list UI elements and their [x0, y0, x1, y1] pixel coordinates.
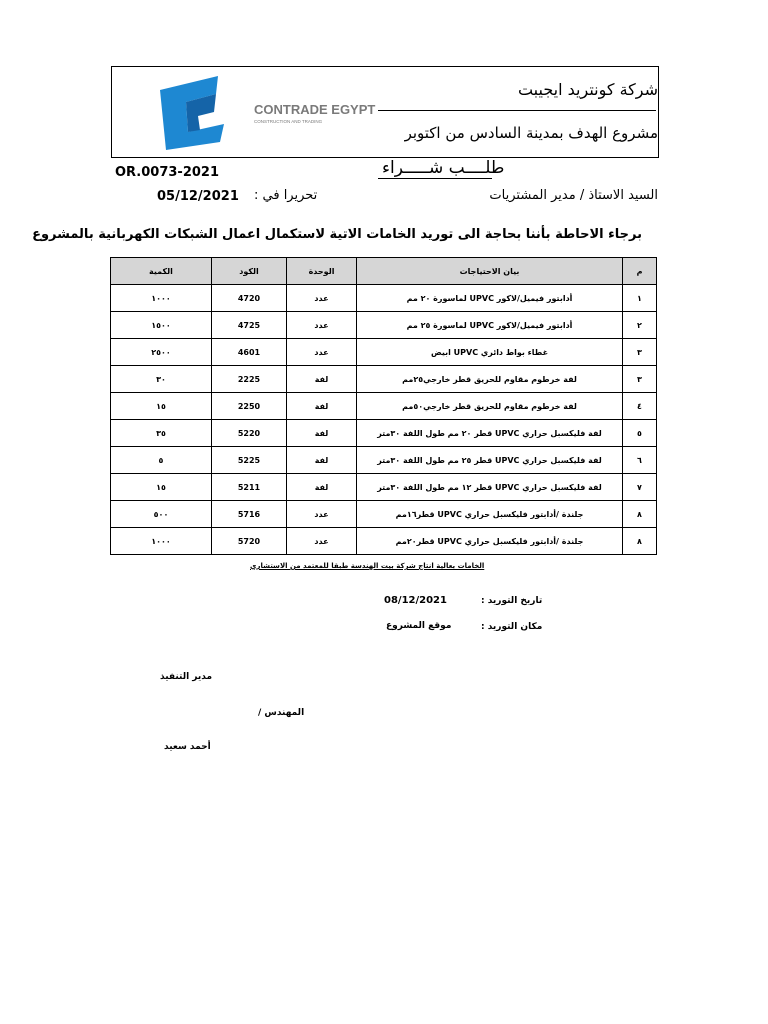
intro-text: برجاء الاحاطة بأننا بحاجة الى توريد الخامات الاتية لاستكمال اعمال الشبكات الكهربانية بالمشروع	[32, 227, 642, 242]
cell-code: 5211	[212, 474, 287, 501]
engineer-name: أحمد سعيد	[164, 742, 211, 752]
table-row	[111, 339, 657, 366]
cell-index: ٨	[623, 501, 657, 528]
cell-unit: عدد	[287, 339, 357, 366]
header-qty: الكمية	[111, 258, 212, 285]
cell-unit: لفة	[287, 420, 357, 447]
logo-text: CONTRADE EGYPT	[254, 102, 376, 117]
delivery-place-label: مكان التوريد :	[481, 622, 543, 632]
cell-desc: لفة خرطوم مقاوم للحريق قطر خارجي٥٠مم	[357, 393, 623, 420]
company-name: شركة كونتريد ايجيبت	[517, 80, 658, 99]
cell-qty: ١٥	[111, 474, 212, 501]
cell-desc: أدابتور فيميل/لاكور UPVC لماسورة ٢٥ مم	[357, 312, 623, 339]
table-row	[111, 285, 657, 312]
cell-code: 5720	[212, 528, 287, 555]
project-name: مشروع الهدف بمدينة السادس من اكتوبر	[404, 124, 658, 142]
engineer-label: المهندس /	[258, 708, 305, 718]
cell-code: 2250	[212, 393, 287, 420]
header-divider	[378, 110, 656, 111]
cell-qty: ٥	[111, 447, 212, 474]
dated-label: تحريرا في :	[254, 188, 318, 203]
cell-code: 4725	[212, 312, 287, 339]
cell-code: 5220	[212, 420, 287, 447]
cell-index: ٨	[623, 528, 657, 555]
cell-code: 5716	[212, 501, 287, 528]
table-row	[111, 474, 657, 501]
delivery-place-value: موقع المشروع	[386, 621, 452, 631]
cell-unit: لفة	[287, 474, 357, 501]
cell-unit: لفة	[287, 447, 357, 474]
items-table	[110, 257, 657, 555]
cell-code: 2225	[212, 366, 287, 393]
cell-unit: عدد	[287, 285, 357, 312]
dated-value: 05/12/2021	[157, 189, 239, 204]
cell-index: ٦	[623, 447, 657, 474]
table-row	[111, 393, 657, 420]
cell-qty: ١٥	[111, 393, 212, 420]
cell-qty: ٣٥	[111, 420, 212, 447]
cell-unit: لفة	[287, 393, 357, 420]
addressee: السيد الاستاذ / مدير المشتريات	[489, 188, 658, 203]
cell-desc: غطاء بواط دائري UPVC ابيض	[357, 339, 623, 366]
delivery-date-value: 08/12/2021	[384, 595, 447, 606]
cell-code: 5225	[212, 447, 287, 474]
cell-index: ٣	[623, 339, 657, 366]
cell-qty: ١٥٠٠	[111, 312, 212, 339]
cell-desc: أدابتور فيميل/لاكور UPVC لماسورة ٢٠ مم	[357, 285, 623, 312]
materials-note: الخامات بعالية انتاج شركة بيت الهندسة طبقا للمعتمد من الاستشاري	[250, 562, 485, 570]
exec-manager-label: مدير التنفيذ	[160, 672, 213, 682]
table-header-row	[111, 258, 657, 285]
cell-desc: لفة خرطوم مقاوم للحريق قطر خارجي٢٥مم	[357, 366, 623, 393]
contrade-logo	[158, 76, 376, 150]
cell-code: 4720	[212, 285, 287, 312]
cell-index: ٢	[623, 312, 657, 339]
table-row	[111, 312, 657, 339]
cell-desc: لفة فليكسبل حراري UPVC قطر ٢٠ مم طول اللفة ٣٠متر	[357, 420, 623, 447]
header-index: م	[623, 258, 657, 285]
header-desc: بيان الاحتياجات	[357, 258, 623, 285]
table-row	[111, 528, 657, 555]
cell-index: ١	[623, 285, 657, 312]
table-row	[111, 447, 657, 474]
delivery-date-label: تاريخ التوريد :	[481, 596, 543, 606]
cell-desc: جلندة /أدابتور فليكسبل حراري UPVC قطر١٦مم	[357, 501, 623, 528]
cell-unit: لفة	[287, 366, 357, 393]
table-row	[111, 420, 657, 447]
cell-index: ٣	[623, 366, 657, 393]
cell-code: 4601	[212, 339, 287, 366]
cell-desc: لفة فليكسبل حراري UPVC قطر ١٢ مم طول اللفة ٣٠متر	[357, 474, 623, 501]
logo-subtext: CONSTRUCTION AND TRADING	[254, 119, 323, 124]
cell-qty: ٣٠	[111, 366, 212, 393]
cell-qty: ١٠٠٠	[111, 285, 212, 312]
cell-unit: عدد	[287, 528, 357, 555]
order-number: OR.0073-2021	[115, 165, 219, 180]
cell-qty: ٢٥٠٠	[111, 339, 212, 366]
cell-index: ٤	[623, 393, 657, 420]
cell-index: ٥	[623, 420, 657, 447]
cell-qty: ١٠٠٠	[111, 528, 212, 555]
header-unit: الوحدة	[287, 258, 357, 285]
cell-desc: جلندة /أدابتور فليكسبل حراري UPVC قطر٢٠مم	[357, 528, 623, 555]
cell-desc: لفة فليكسبل حراري UPVC قطر ٢٥ مم طول اللفة ٣٠متر	[357, 447, 623, 474]
cell-index: ٧	[623, 474, 657, 501]
table-row	[111, 501, 657, 528]
order-title: طلــــب شـــــراء	[382, 158, 505, 178]
header-code: الكود	[212, 258, 287, 285]
cell-qty: ٥٠٠	[111, 501, 212, 528]
cell-unit: عدد	[287, 312, 357, 339]
table-row	[111, 366, 657, 393]
cell-unit: عدد	[287, 501, 357, 528]
title-underline	[378, 178, 492, 179]
